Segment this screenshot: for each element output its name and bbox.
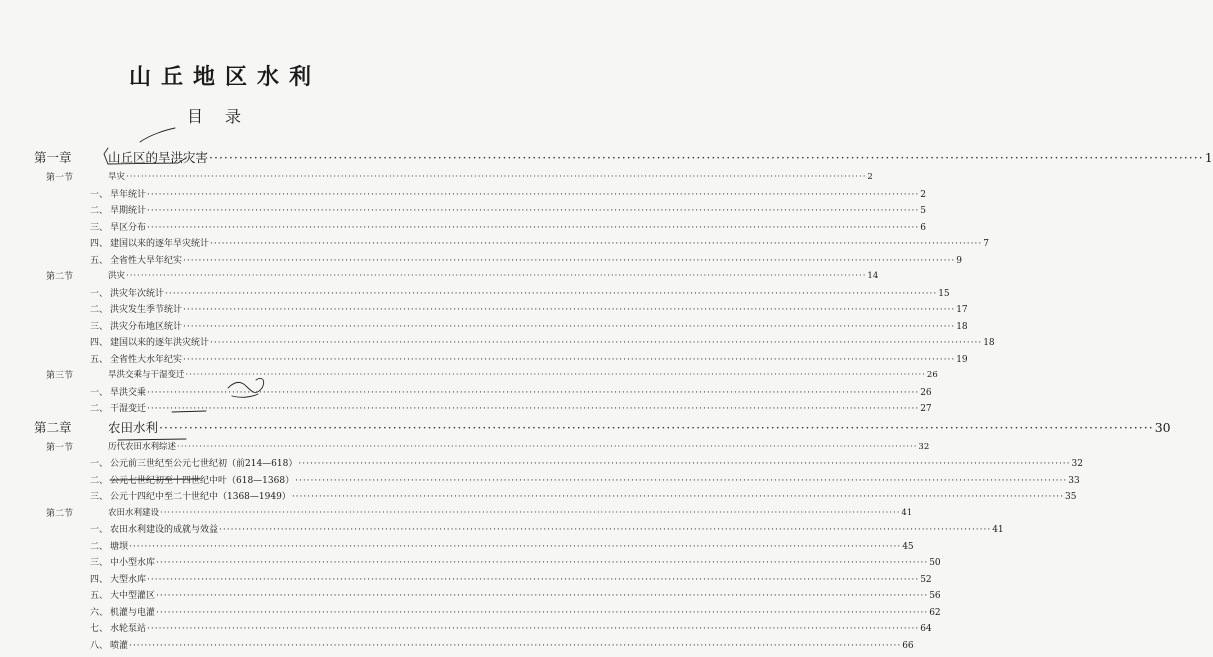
toc-item bbox=[0, 236, 989, 253]
leader-dots: ········································································································································································································ bbox=[156, 607, 929, 618]
entry-title: 全省性大旱年纪实 bbox=[110, 255, 183, 266]
entry-number: 四、 bbox=[90, 239, 109, 249]
leader-dots: ········································································································································································································ bbox=[295, 475, 1068, 486]
entry-page-number: 9 bbox=[956, 255, 962, 266]
entry-title: 山丘区的旱洪灾害 bbox=[108, 150, 209, 165]
entry-number: 一、 bbox=[90, 189, 109, 200]
entry-title: 旱年统计 bbox=[110, 189, 147, 200]
entry-page-number: 5 bbox=[920, 206, 926, 216]
leader-dots: ········································································································································································································ bbox=[126, 271, 867, 281]
entry-number: 五、 bbox=[90, 354, 109, 365]
entry-title: 大中型灌区 bbox=[110, 591, 156, 601]
entry-page-number: 66 bbox=[902, 640, 914, 651]
toc-heading: 目录 bbox=[186, 107, 263, 126]
leader-dots: ········································································································································································································ bbox=[156, 558, 929, 568]
entry-page-number: 19 bbox=[956, 354, 968, 365]
entry-page-number: 56 bbox=[929, 591, 941, 601]
entry-title: 建国以来的逐年洪灾统计 bbox=[110, 338, 210, 348]
entry-page-number: 26 bbox=[926, 370, 938, 380]
entry-page-number: 15 bbox=[938, 288, 950, 299]
entry-title: 全省性大水年纪实 bbox=[110, 354, 183, 365]
entry-title: 干湿变迁 bbox=[110, 404, 147, 414]
entry-title: 旱区分布 bbox=[110, 222, 147, 233]
entry-number: 五、 bbox=[90, 255, 109, 266]
leader-dots: ········································································································································································································ bbox=[219, 525, 992, 535]
toc-item bbox=[0, 621, 932, 638]
leader-dots: ········································································································································································································ bbox=[183, 354, 956, 365]
entry-number: 三、 bbox=[90, 321, 109, 332]
entry-title: 历代农田水利综述 bbox=[108, 441, 177, 452]
entry-page-number: 2 bbox=[867, 172, 873, 182]
leader-dots: ········································································································································································································ bbox=[129, 640, 902, 651]
entry-title: 洪灾分布地区统计 bbox=[110, 321, 183, 332]
toc-item bbox=[0, 572, 932, 589]
toc-section bbox=[0, 506, 913, 523]
entry-title: 大型水库 bbox=[110, 574, 147, 585]
handwritten-arrow bbox=[140, 128, 175, 142]
toc-item bbox=[0, 335, 995, 352]
entry-page-number: 35 bbox=[1064, 492, 1077, 502]
entry-title: 建国以来的逐年旱灾统计 bbox=[110, 239, 210, 249]
entry-number: 第二章 bbox=[34, 419, 72, 435]
entry-number: 五、 bbox=[90, 591, 109, 601]
leader-dots: ········································································································································································································ bbox=[129, 541, 902, 552]
entry-title: 中小型水库 bbox=[110, 558, 156, 568]
entry-title: 塘坝 bbox=[110, 541, 129, 552]
toc-item bbox=[0, 522, 1004, 539]
entry-page-number: 14 bbox=[867, 271, 879, 281]
leader-dots: ········································································································································································································ bbox=[183, 305, 956, 315]
toc-item bbox=[0, 187, 926, 204]
entry-title: 旱期统计 bbox=[110, 206, 147, 216]
entry-page-number: 2 bbox=[920, 189, 926, 200]
entry-number: 八、 bbox=[90, 640, 109, 651]
toc-item bbox=[0, 203, 926, 220]
toc-item bbox=[0, 352, 968, 369]
leader-dots: ········································································································································································································ bbox=[160, 507, 901, 518]
entry-number: 四、 bbox=[90, 338, 109, 348]
leader-dots: ········································································································································································································ bbox=[291, 492, 1064, 502]
leader-dots: ········································································································································································································ bbox=[147, 387, 920, 398]
entry-number: 四、 bbox=[90, 574, 109, 585]
entry-title: 公元十四纪中至二十世纪中（1368—1949） bbox=[110, 492, 291, 502]
toc-section bbox=[0, 440, 930, 457]
toc-item bbox=[0, 456, 1083, 473]
toc-item bbox=[0, 555, 941, 572]
leader-dots: ········································································································································································································ bbox=[183, 255, 956, 266]
entry-number: 第一章 bbox=[34, 150, 72, 165]
entry-title: 洪灾发生季节统计 bbox=[110, 305, 183, 315]
entry-title: 洪灾 bbox=[108, 271, 126, 281]
entry-number: 二、 bbox=[90, 206, 109, 216]
entry-title: 洪灾年次统计 bbox=[110, 288, 165, 299]
toc-item bbox=[0, 385, 932, 402]
entry-number: 第一节 bbox=[46, 173, 74, 183]
entry-page-number: 27 bbox=[920, 404, 932, 414]
entry-title: 农田水利建设的成就与效益 bbox=[110, 525, 219, 535]
entry-title: 公元前三世纪至公元七世纪初（前214—618） bbox=[110, 459, 298, 469]
entry-title: 旱洪交乘 bbox=[110, 387, 147, 398]
leader-dots: ········································································································································································································ bbox=[147, 624, 920, 634]
leader-dots: ········································································································································································································ bbox=[147, 404, 920, 414]
entry-title: 旱洪交乘与干湿变迁 bbox=[108, 370, 185, 380]
entry-page-number: 7 bbox=[983, 239, 989, 249]
toc-entries bbox=[0, 148, 1213, 654]
entry-number: 一、 bbox=[90, 288, 109, 299]
entry-number: 三、 bbox=[90, 492, 109, 502]
toc-item bbox=[0, 605, 941, 622]
entry-page-number: 32 bbox=[1071, 459, 1083, 469]
entry-number: 二、 bbox=[90, 541, 109, 552]
entry-page-number: 32 bbox=[918, 441, 930, 452]
entry-title: 机灌与电灌 bbox=[110, 607, 156, 618]
entry-number: 二、 bbox=[90, 305, 109, 315]
toc-chapter bbox=[0, 418, 1171, 440]
entry-number: 第一节 bbox=[46, 442, 74, 453]
entry-page-number: 33 bbox=[1068, 475, 1080, 486]
toc-item bbox=[0, 539, 914, 556]
leader-dots: ········································································································································································································ bbox=[209, 150, 1204, 165]
entry-page-number: 30 bbox=[1154, 419, 1171, 435]
entry-number: 一、 bbox=[90, 459, 109, 469]
leader-dots: ········································································································································································································ bbox=[185, 370, 926, 380]
entry-page-number: 17 bbox=[956, 305, 968, 315]
leader-dots: ········································································································································································································ bbox=[156, 591, 929, 601]
toc-section bbox=[0, 269, 879, 286]
entry-page-number: 18 bbox=[956, 321, 968, 332]
toc-item bbox=[0, 489, 1077, 506]
entry-number: 二、 bbox=[90, 404, 109, 414]
entry-page-number: 64 bbox=[920, 624, 932, 634]
toc-item bbox=[0, 302, 968, 319]
entry-title: 喷灌 bbox=[110, 640, 129, 651]
toc-item bbox=[0, 638, 914, 655]
toc-item bbox=[0, 286, 950, 303]
entry-number: 一、 bbox=[90, 387, 109, 398]
entry-title: 农田水利建设 bbox=[108, 507, 160, 518]
entry-page-number: 18 bbox=[983, 338, 995, 348]
toc-item bbox=[0, 253, 962, 270]
leader-dots: ········································································································································································································ bbox=[126, 172, 867, 182]
entry-number: 三、 bbox=[90, 222, 109, 233]
entry-page-number: 1 bbox=[1204, 150, 1213, 165]
leader-dots: ········································································································································································································ bbox=[147, 574, 920, 585]
leader-dots: ········································································································································································································ bbox=[147, 189, 920, 200]
entry-number: 第二节 bbox=[46, 272, 74, 282]
toc-section bbox=[0, 368, 938, 385]
entry-page-number: 26 bbox=[920, 387, 932, 398]
entry-page-number: 41 bbox=[901, 507, 913, 518]
leader-dots: ········································································································································································································ bbox=[159, 419, 1154, 435]
entry-number: 第二节 bbox=[46, 508, 74, 519]
leader-dots: ········································································································································································································ bbox=[298, 459, 1071, 469]
entry-number: 第三节 bbox=[46, 371, 74, 381]
toc-section bbox=[0, 170, 873, 187]
entry-page-number: 50 bbox=[929, 558, 941, 568]
leader-dots: ········································································································································································································ bbox=[165, 288, 938, 299]
leader-dots: ········································································································································································································ bbox=[210, 338, 983, 348]
toc-item bbox=[0, 473, 1080, 490]
entry-page-number: 45 bbox=[902, 541, 914, 552]
leader-dots: ········································································································································································································ bbox=[147, 222, 920, 233]
leader-dots: ········································································································································································································ bbox=[183, 321, 956, 332]
entry-page-number: 52 bbox=[920, 574, 932, 585]
entry-page-number: 6 bbox=[920, 222, 926, 233]
entry-number: 六、 bbox=[90, 607, 109, 618]
toc-item bbox=[0, 220, 926, 237]
entry-number: 二、 bbox=[90, 475, 109, 486]
book-title: 山丘地区水利 bbox=[128, 64, 321, 90]
entry-page-number: 62 bbox=[929, 607, 941, 618]
entry-title: 旱灾 bbox=[108, 172, 126, 182]
entry-title: 农田水利 bbox=[108, 419, 159, 435]
toc-item bbox=[0, 588, 941, 605]
entry-title: 水轮泵站 bbox=[110, 624, 147, 634]
leader-dots: ········································································································································································································ bbox=[147, 206, 920, 216]
toc-item bbox=[0, 319, 968, 336]
entry-page-number: 41 bbox=[992, 525, 1004, 535]
entry-number: 一、 bbox=[90, 525, 109, 535]
leader-dots: ········································································································································································································ bbox=[210, 239, 983, 249]
toc-chapter bbox=[0, 148, 1213, 170]
entry-number: 七、 bbox=[90, 624, 109, 634]
toc-item bbox=[0, 401, 932, 418]
entry-title: 公元七世纪初至十四世纪中叶（618—1368） bbox=[110, 475, 295, 486]
leader-dots: ········································································································································································································ bbox=[177, 441, 918, 452]
entry-number: 三、 bbox=[90, 558, 109, 568]
